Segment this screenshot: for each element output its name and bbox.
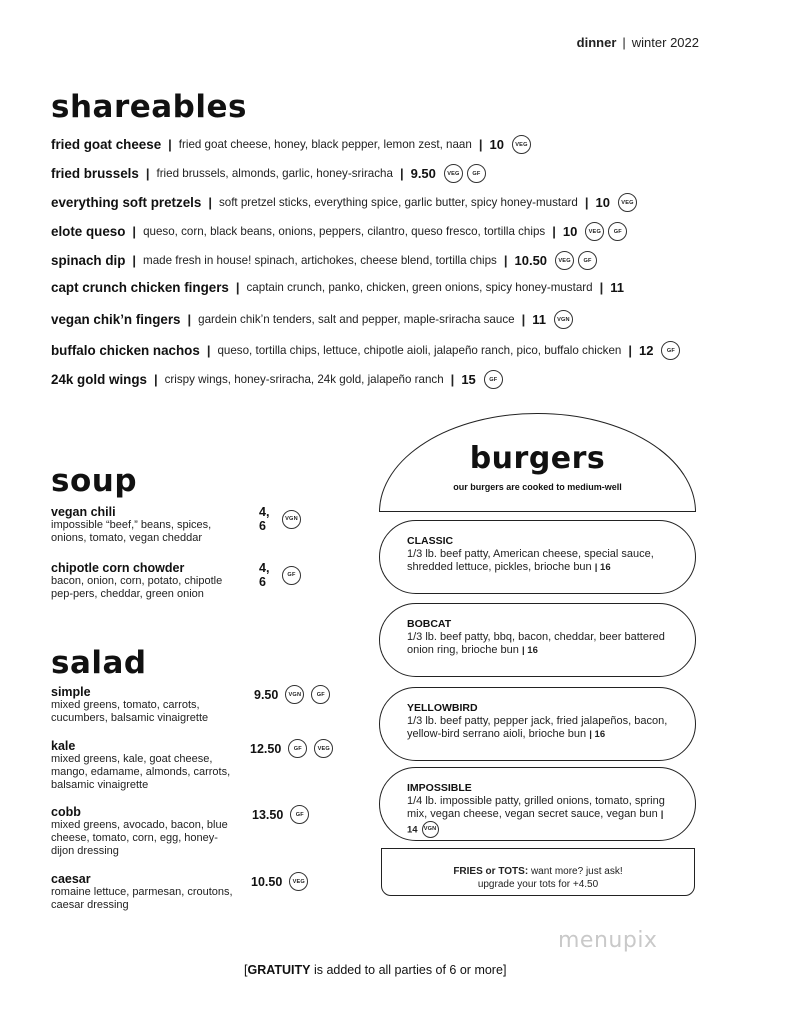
item-description: crispy wings, honey-sriracha, 24k gold, jalapeño ranch bbox=[164, 373, 444, 386]
burger-item bbox=[379, 520, 696, 594]
gratuity-text: is added to all parties of 6 or more bbox=[313, 963, 503, 977]
item-price: 15 bbox=[461, 372, 476, 387]
veg-badge: VEG bbox=[314, 739, 333, 758]
burgers-bun-header bbox=[379, 413, 696, 512]
shareable-item bbox=[51, 280, 624, 295]
burger-price: 16 bbox=[527, 645, 538, 656]
item-description: queso, corn, black beans, onions, peppers, cilantro, queso fresco, tortilla chips bbox=[143, 225, 546, 238]
item-price: 9.50 bbox=[254, 687, 279, 702]
salad-item bbox=[51, 685, 325, 725]
gratuity-note: [GRATUITY is added to all parties of 6 or more] bbox=[244, 963, 507, 977]
season-label: winter 2022 bbox=[631, 35, 699, 50]
separator: | bbox=[478, 137, 483, 152]
item-price: 12 bbox=[639, 343, 654, 358]
separator: | bbox=[450, 372, 455, 387]
item-description: soft pretzel sticks, everything spice, garlic butter, spicy honey-mustard bbox=[218, 196, 578, 209]
veg-badge: VEG bbox=[444, 164, 463, 183]
separator: | bbox=[208, 195, 212, 210]
shareable-item bbox=[51, 251, 597, 270]
separator: | bbox=[503, 253, 508, 268]
burger-description-line bbox=[407, 631, 673, 657]
fries-text: want more? just ask! bbox=[530, 866, 623, 877]
item-price: 10.50 bbox=[514, 253, 548, 268]
separator: | bbox=[521, 312, 526, 327]
veg-badge: VEG bbox=[618, 193, 637, 212]
watermark-logo: menupix bbox=[558, 928, 658, 953]
item-price: 11 bbox=[610, 280, 624, 295]
burger-description-line bbox=[407, 715, 673, 741]
item-price-group bbox=[254, 685, 330, 704]
vgn-badge: VGN bbox=[422, 821, 439, 838]
burger-price: 14 bbox=[407, 824, 418, 836]
item-price: 10.50 bbox=[251, 874, 283, 889]
item-name: simple bbox=[51, 685, 91, 699]
gf-badge: GF bbox=[282, 566, 301, 585]
salad-item bbox=[51, 739, 330, 792]
item-price: 10 bbox=[595, 195, 610, 210]
separator: | bbox=[521, 645, 528, 656]
gf-badge: GF bbox=[578, 251, 597, 270]
item-price: 4, 6 bbox=[259, 505, 270, 533]
item-name: buffalo chicken nachos bbox=[51, 343, 200, 358]
fries-box bbox=[381, 848, 695, 896]
item-name: vegan chik’n fingers bbox=[51, 312, 181, 327]
item-description: fried brussels, almonds, garlic, honey-sriracha bbox=[156, 167, 393, 180]
veg-badge: VEG bbox=[555, 251, 574, 270]
burger-price: 16 bbox=[600, 562, 611, 573]
separator: | bbox=[132, 253, 137, 268]
separator: | bbox=[206, 343, 211, 358]
separator: | bbox=[187, 312, 192, 327]
item-name: caesar bbox=[51, 872, 91, 886]
separator: | bbox=[168, 137, 172, 152]
gratuity-label: GRATUITY bbox=[247, 963, 311, 977]
burger-price: 16 bbox=[594, 729, 606, 740]
item-description: gardein chik’n tenders, salt and pepper, maple-sriracha sauce bbox=[198, 313, 515, 326]
separator: | bbox=[589, 729, 595, 740]
burger-item bbox=[379, 767, 696, 841]
item-price: 13.50 bbox=[252, 807, 284, 822]
item-name: everything soft pretzels bbox=[51, 195, 202, 210]
meal-label: dinner bbox=[576, 35, 617, 50]
salad-title: salad bbox=[51, 645, 147, 681]
fries-upgrade: upgrade your tots for +4.50 bbox=[477, 879, 599, 890]
item-name: chipotle corn chowder bbox=[51, 561, 185, 575]
burger-description: 1/4 lb. impossible patty, grilled onions, tomato, spring mix, vegan cheese, vegan secret sauce, vegan bun bbox=[407, 795, 665, 820]
burger-name: IMPOSSIBLE bbox=[407, 782, 472, 794]
item-price: 4, 6 bbox=[259, 561, 270, 589]
item-description: romaine lettuce, parmesan, croutons, caesar dressing bbox=[51, 886, 233, 911]
shareable-item bbox=[51, 164, 486, 183]
soup-item bbox=[51, 505, 301, 545]
gf-badge: GF bbox=[290, 805, 309, 824]
item-description: mixed greens, tomato, carrots, cucumbers, balsamic vinaigrette bbox=[51, 699, 209, 724]
burger-name: YELLOWBIRD bbox=[407, 702, 478, 714]
menu-header: dinner | winter 2022 bbox=[576, 35, 699, 50]
shareable-item bbox=[51, 222, 627, 241]
item-price-group bbox=[252, 805, 309, 824]
item-name: cobb bbox=[51, 805, 81, 819]
separator: | bbox=[399, 166, 404, 181]
veg-badge: VEG bbox=[512, 135, 531, 154]
gf-badge: GF bbox=[467, 164, 486, 183]
burger-name: CLASSIC bbox=[407, 535, 454, 547]
fries-label: FRIES or TOTS: bbox=[453, 866, 529, 877]
shareable-item bbox=[51, 341, 680, 360]
veg-badge: VEG bbox=[585, 222, 604, 241]
burgers-subtitle: our burgers are cooked to medium-well bbox=[453, 482, 622, 492]
shareable-item bbox=[51, 193, 637, 212]
item-price: 12.50 bbox=[250, 741, 282, 756]
item-description: impossible “beef,” beans, spices, onions, tomato, vegan cheddar bbox=[51, 519, 212, 544]
item-description: bacon, onion, corn, potato, chipotle pep-pers, cheddar, green onion bbox=[51, 575, 223, 600]
separator: | bbox=[552, 224, 556, 239]
separator: | bbox=[660, 809, 664, 820]
item-price-group bbox=[251, 872, 308, 891]
burger-name: BOBCAT bbox=[407, 618, 452, 630]
item-price: 10 bbox=[489, 137, 504, 152]
separator: | bbox=[235, 280, 240, 295]
item-name: vegan chili bbox=[51, 505, 116, 519]
item-description: queso, tortilla chips, lettuce, chipotle aioli, jalapeño ranch, pico, buffalo chicken bbox=[217, 344, 622, 357]
shareables-title: shareables bbox=[51, 89, 247, 125]
item-name: fried brussels bbox=[51, 166, 139, 181]
item-description: mixed greens, avocado, bacon, blue cheese, tomato, corn, egg, honey-dijon dressing bbox=[51, 819, 228, 857]
shareable-item bbox=[51, 135, 531, 154]
separator: | bbox=[594, 562, 601, 573]
burger-item bbox=[379, 603, 696, 677]
item-price: 9.50 bbox=[410, 166, 436, 181]
burger-description: 1/3 lb. beef patty, bbq, bacon, cheddar, beer battered onion ring, brioche bun bbox=[407, 631, 665, 656]
burger-description-line bbox=[407, 795, 673, 838]
salad-item bbox=[51, 872, 305, 912]
item-price: 10 bbox=[562, 224, 578, 239]
item-name: spinach dip bbox=[51, 253, 126, 268]
burger-item bbox=[379, 687, 696, 761]
burger-description-line bbox=[407, 548, 673, 574]
gf-badge: GF bbox=[288, 739, 307, 758]
burger-description: 1/3 lb. beef patty, pepper jack, fried jalapeños, bacon, yellow-bird serrano aioli, brioche bun bbox=[407, 715, 668, 740]
item-name: capt crunch chicken fingers bbox=[51, 280, 229, 295]
burgers-title: burgers bbox=[469, 441, 606, 476]
vgn-badge: VGN bbox=[554, 310, 573, 329]
gf-badge: GF bbox=[661, 341, 680, 360]
gf-badge: GF bbox=[311, 685, 330, 704]
shareable-item bbox=[51, 310, 573, 329]
salad-item bbox=[51, 805, 304, 858]
separator: | bbox=[153, 372, 158, 387]
item-price-group bbox=[259, 505, 301, 533]
separator: | bbox=[132, 224, 137, 239]
item-price-group bbox=[259, 561, 301, 589]
burger-description: 1/3 lb. beef patty, American cheese, special sauce, shredded lettuce, pickles, brioche bun bbox=[407, 548, 654, 573]
item-description: fried goat cheese, honey, black pepper, lemon zest, naan bbox=[178, 138, 472, 151]
item-description: captain crunch, panko, chicken, green onions, spicy honey-mustard bbox=[246, 281, 593, 294]
separator: | bbox=[145, 166, 150, 181]
gf-badge: GF bbox=[484, 370, 503, 389]
soup-item bbox=[51, 561, 301, 601]
item-name: fried goat cheese bbox=[51, 137, 162, 152]
item-price-group bbox=[250, 739, 333, 758]
item-description: mixed greens, kale, goat cheese, mango, edamame, almonds, carrots, balsamic vinaigrette bbox=[51, 753, 231, 791]
item-name: elote queso bbox=[51, 224, 126, 239]
soup-title: soup bbox=[51, 463, 138, 499]
gf-badge: GF bbox=[608, 222, 627, 241]
shareable-item bbox=[51, 370, 503, 389]
item-description: made fresh in house! spinach, artichokes, cheese blend, tortilla chips bbox=[143, 254, 497, 267]
item-name: 24k gold wings bbox=[51, 372, 147, 387]
item-price: 11 bbox=[532, 312, 546, 327]
vgn-badge: VGN bbox=[285, 685, 304, 704]
veg-badge: VEG bbox=[289, 872, 308, 891]
vgn-badge: VGN bbox=[282, 510, 301, 529]
separator: | bbox=[599, 280, 604, 295]
separator: | bbox=[628, 343, 632, 358]
item-name: kale bbox=[51, 739, 76, 753]
separator: | bbox=[584, 195, 589, 210]
